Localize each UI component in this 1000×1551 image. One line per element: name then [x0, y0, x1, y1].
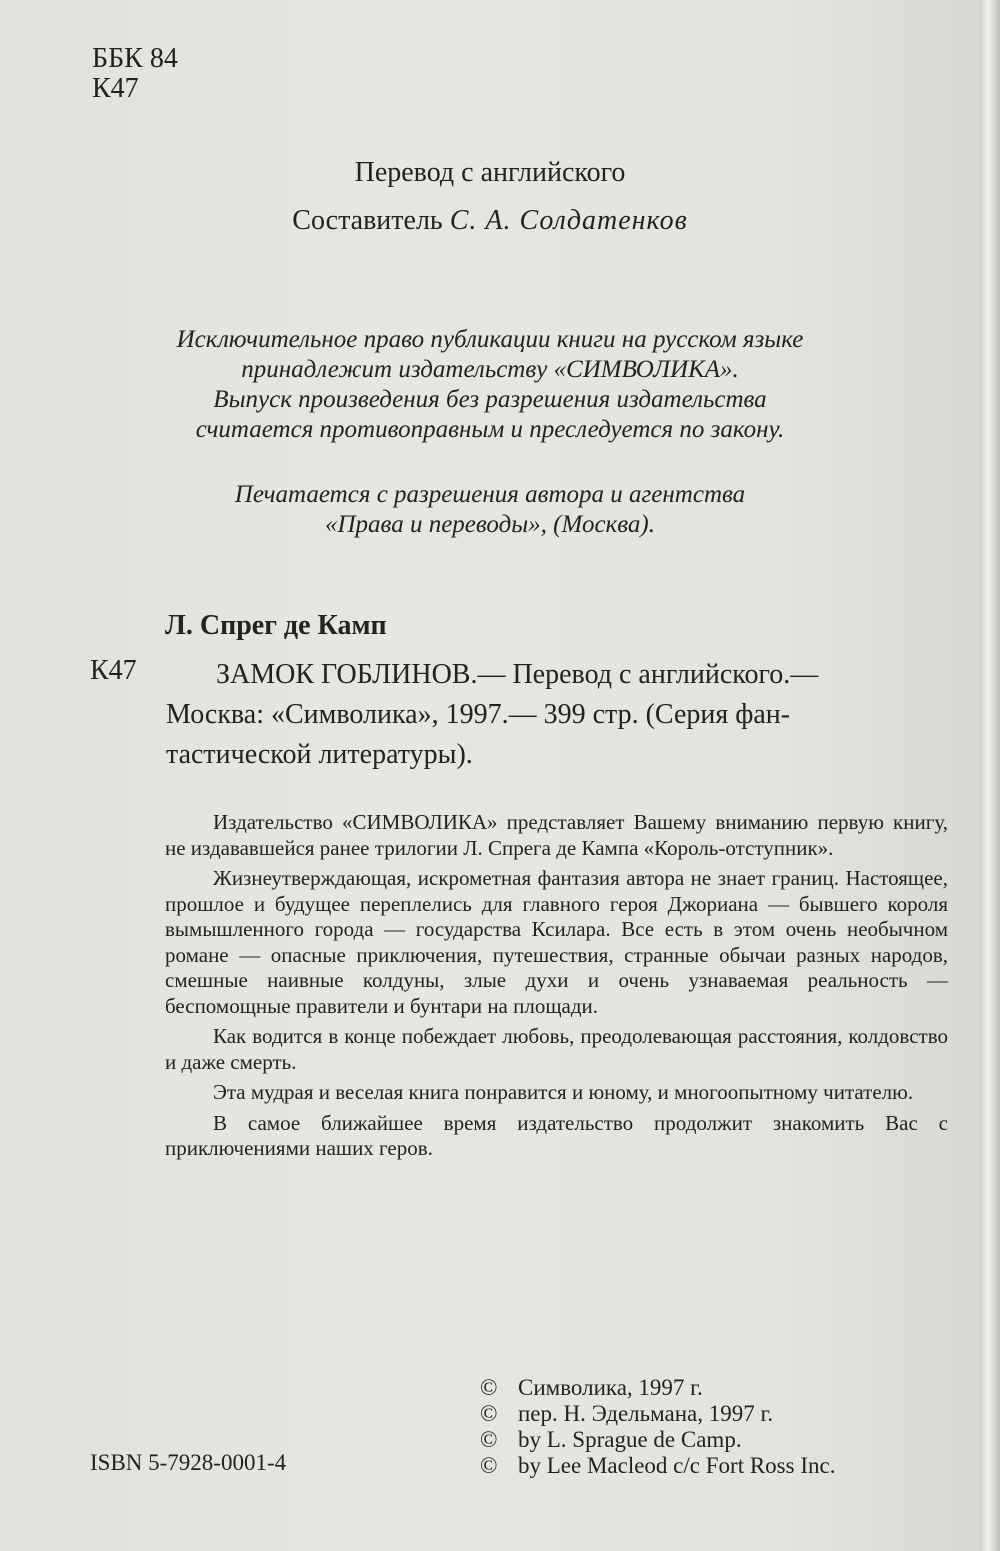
rights-line: считается противоправным и преследуется по закону. [195, 416, 785, 443]
rights-line: принадлежит издательству «СИМВОЛИКА». [241, 356, 739, 383]
page-edge [980, 0, 1000, 1551]
bbk-code: ББК 84 [92, 43, 178, 74]
copyright-line: пер. Н. Эдельмана, 1997 г. [518, 1401, 774, 1426]
bbk-classification [92, 44, 178, 104]
copyright-line: Символика, 1997 г. [518, 1375, 703, 1400]
compiler-line [0, 205, 980, 237]
permission-line: «Права и переводы», (Москва). [324, 511, 656, 538]
book-abstract [165, 810, 948, 1167]
rights-line: Выпуск произведения без разрешения издательства [213, 386, 767, 413]
translation-note: Перевод с английского [354, 157, 626, 188]
permission-line: Печатается с разрешения автора и агентства [234, 481, 746, 508]
compiler-name: С. А. Солдатенков [449, 205, 688, 236]
abstract-paragraph: Эта мудрая и веселая книга понравится и юному, и многоопытному читателю. [213, 1080, 914, 1104]
catalog-line: тастической литературы). [166, 739, 473, 770]
catalog-author: Л. Спрег де Камп [165, 610, 387, 641]
compiler-label: Составитель [292, 205, 443, 236]
permission-notice [0, 480, 980, 540]
isbn: ISBN 5-7928-0001-4 [90, 1450, 287, 1475]
copyright-icon: © [480, 1453, 498, 1478]
abstract-paragraph: Жизнеутверждающая, искрометная фантазия автора не знает границ. Настоящее, прошлое и будущее переплелись для главного героя Джориана — бывшего короля вымышленного города — государства Ксилара. Все есть в этом очень необычном романе — опасные приключения, путешествия, странные обычаи разных народов, смешные наивные колдуны, злые духи и очень узнаваемая реальность — беспомощные правители и бунтари на площади. [165, 866, 948, 1018]
catalog-entry [166, 655, 946, 775]
catalog-code: К47 [90, 655, 137, 686]
copyright-line: by L. Sprague de Camp. [518, 1427, 742, 1452]
catalog-line: Москва: «Символика», 1997.— 399 стр. (Серия фан- [166, 699, 791, 730]
rights-notice [0, 325, 980, 445]
copyright-block [480, 1375, 835, 1479]
abstract-paragraph: В самое ближайшее время издательство продолжит знакомить Вас с приключениями наших геров. [165, 1110, 948, 1160]
abstract-paragraph: Издательство «СИМВОЛИКА» представляет Вашему вниманию первую книгу, не издававшейся ранее трилогии Л. Спрега де Кампа «Король-отступник». [165, 810, 948, 860]
catalog-line: ЗАМОК ГОБЛИНОВ.— Перевод с английского.— [216, 659, 819, 690]
copyright-icon: © [480, 1401, 498, 1426]
copyright-line: by Lee Macleod c/c Fort Ross Inc. [518, 1453, 836, 1478]
rights-line: Исключительное право публикации книги на русском языке [176, 326, 804, 353]
author-mark: К47 [92, 73, 139, 104]
copyright-icon: © [480, 1375, 498, 1400]
abstract-paragraph: Как водится в конце побеждает любовь, преодолевающая расстояния, колдовство и даже смерть. [165, 1024, 948, 1074]
copyright-icon: © [480, 1427, 498, 1452]
